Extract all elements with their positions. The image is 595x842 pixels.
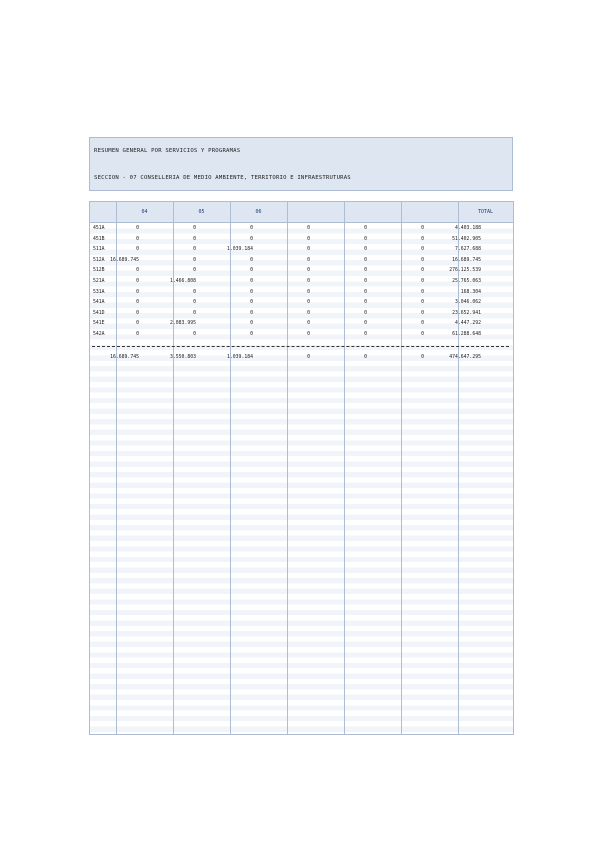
program-code: 512A [93,257,105,263]
table-cell: 0 [421,310,424,316]
table-cell: 0 [364,332,367,337]
table-cell: 0 [307,268,310,274]
table-cell: 0 [421,289,424,295]
column-header-empty-3 [401,202,458,223]
program-code: 451B [93,236,105,242]
column-header-code [90,202,116,223]
table-row [90,245,513,256]
table-row [90,330,513,341]
table-cell: 0 [364,300,367,306]
table-row [90,235,513,246]
program-code: 531A [93,289,105,295]
column-header-05: 05 [173,202,230,223]
table-cell: 0 [421,236,424,242]
table-cell: 0 [421,279,424,284]
table-cell: 0 [136,332,139,337]
total-cell: 1.039.184 [227,355,253,360]
summary-table [89,201,514,735]
table-cell: 0 [193,268,196,274]
table-cell: 0 [136,279,139,284]
table-row [90,256,513,267]
table-cell: 0 [421,321,424,327]
table-row [90,224,513,235]
table-cell: 3.046.062 [455,300,481,306]
table-row [90,277,513,288]
total-cell: 474.647.295 [449,355,481,360]
table-cell: 0 [307,236,310,242]
table-cell: 0 [250,321,253,327]
table-cell: 0 [250,279,253,284]
table-cell: 0 [364,236,367,242]
table-cell: 0 [364,321,367,327]
table-cell: 0 [307,257,310,263]
totals-row [90,353,513,364]
total-cell: 0 [421,355,424,360]
table-cell: 0 [250,257,253,263]
table-cell: 0 [193,289,196,295]
table-cell: 0 [307,332,310,337]
table-cell: 0 [421,268,424,274]
table-row [90,266,513,277]
table-cell: 0 [250,268,253,274]
program-code: 451A [93,226,105,231]
table-cell: 0 [136,310,139,316]
table-cell: 0 [250,310,253,316]
table-cell: 0 [307,310,310,316]
table-cell: 168.304 [460,289,481,295]
column-header-empty-1 [287,202,344,223]
table-cell: 0 [421,257,424,263]
table-cell: 7.627.688 [455,247,481,253]
table-cell: 0 [250,236,253,242]
table-cell: 61.288.648 [452,332,481,337]
table-cell: 4.447.292 [455,321,481,327]
table-cell: 0 [193,236,196,242]
program-code: 541D [93,310,105,316]
program-code: 541A [93,300,105,306]
table-cell: 0 [250,226,253,231]
table-cell: 276.125.539 [449,268,481,274]
table-cell: 1.039.184 [227,247,253,253]
table-cell: 16.689.745 [452,257,481,263]
table-cell: 0 [250,332,253,337]
table-cell: 0 [193,226,196,231]
table-cell: 0 [364,247,367,253]
total-cell: 0 [364,355,367,360]
table-cell: 0 [364,226,367,231]
table-cell: 0 [421,247,424,253]
table-cell: 0 [364,310,367,316]
total-cell: 16.689.745 [110,355,139,360]
table-row [90,298,513,309]
table-cell: 0 [307,279,310,284]
table-cell: 0 [136,300,139,306]
table-cell: 0 [421,332,424,337]
table-cell: 0 [250,300,253,306]
table-row [90,288,513,299]
table-cell: 0 [136,321,139,327]
table-cell: 0 [193,247,196,253]
total-cell: 0 [307,355,310,360]
table-cell: 0 [136,226,139,231]
table-cell: 0 [307,321,310,327]
program-code: 521A [93,279,105,284]
program-code: 541E [93,321,105,327]
report-title: RESUMEN GENERAL POR SERVICIOS Y PROGRAMAS [94,148,241,154]
table-cell: 0 [307,300,310,306]
table-cell: 0 [364,279,367,284]
column-header-empty-2 [344,202,401,223]
table-cell: 0 [193,310,196,316]
table-cell: 0 [364,289,367,295]
column-header-04: 04 [116,202,173,223]
table-cell: 4.403.188 [455,226,481,231]
table-cell: 23.652.941 [452,310,481,316]
table-cell: 0 [421,226,424,231]
table-row [90,309,513,320]
program-code: 512B [93,268,105,274]
total-cell: 3.550.803 [170,355,196,360]
report-header [89,137,513,191]
table-cell: 0 [193,300,196,306]
program-code: 542A [93,332,105,337]
table-cell: 0 [136,247,139,253]
table-cell: 0 [421,300,424,306]
table-cell: 2.083.995 [170,321,196,327]
column-header-total: TOTAL [458,202,513,223]
table-row [90,319,513,330]
table-cell: 1.466.808 [170,279,196,284]
program-code: 511A [93,247,105,253]
table-cell: 0 [307,226,310,231]
table-cell: 51.402.905 [452,236,481,242]
table-cell: 0 [364,268,367,274]
table-cell: 16.689.745 [110,257,139,263]
totals-separator [92,346,509,347]
table-cell: 0 [307,289,310,295]
table-cell: 25.765.063 [452,279,481,284]
table-cell: 0 [193,257,196,263]
table-cell: 0 [364,257,367,263]
table-cell: 0 [136,268,139,274]
table-cell: 0 [136,289,139,295]
table-cell: 0 [193,332,196,337]
table-cell: 0 [250,289,253,295]
table-cell: 0 [136,236,139,242]
report-section: SECCION - 07 CONSELLERIA DE MEDIO AMBIENTE, TERRITORIO E INFRAESTRUTURAS [94,175,351,181]
column-header-06: 06 [230,202,287,223]
table-cell: 0 [307,247,310,253]
